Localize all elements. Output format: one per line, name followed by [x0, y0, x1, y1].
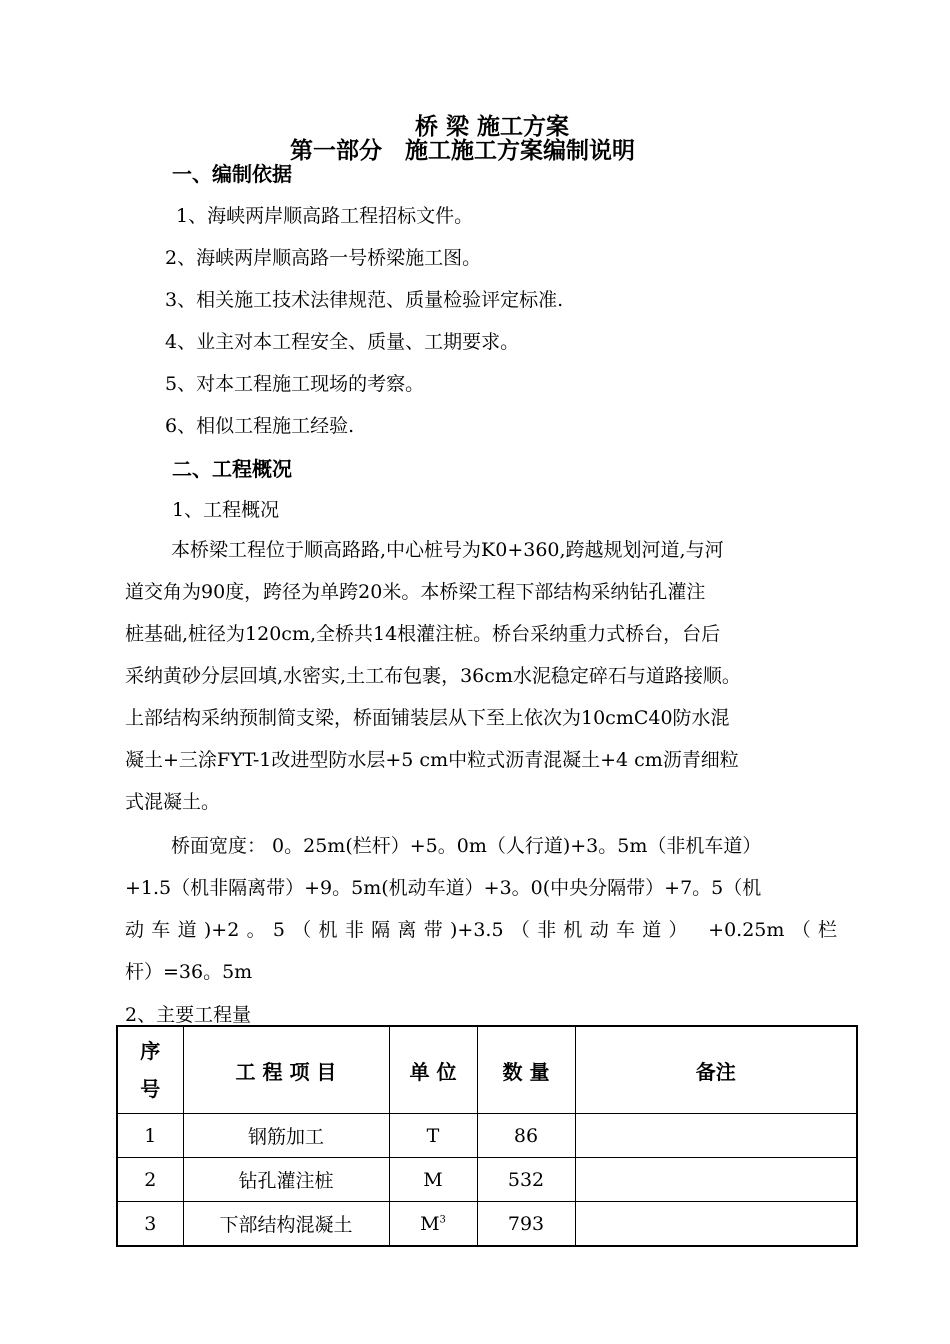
table-header-row: [117, 1026, 857, 1114]
subsection-heading: 1、工程概况: [172, 499, 280, 521]
subsection-heading: 2、主要工程量: [125, 1004, 252, 1026]
cell-qty: 86: [477, 1114, 575, 1158]
cell-note: [575, 1114, 857, 1158]
deck-width-paragraph: [125, 825, 837, 993]
basis-item: 1、海峡两岸顺高路工程招标文件。: [176, 205, 474, 227]
header-seq-bottom: 号: [140, 1077, 161, 1101]
unit-superscript: 3: [439, 1214, 446, 1226]
table-row: [117, 1158, 857, 1202]
cell-item: 钻孔灌注桩: [183, 1158, 389, 1202]
cell-unit: [389, 1158, 477, 1202]
cell-note: [575, 1158, 857, 1202]
table-row: [117, 1114, 857, 1158]
header-qty: 数 量: [477, 1026, 575, 1114]
cell-seq: 3: [117, 1202, 183, 1247]
paragraph-line: +1.5（机非隔离带）+9。5m(机动车道）+3。0(中央分隔带）+7。5（机: [125, 877, 762, 899]
cell-qty: 793: [477, 1202, 575, 1247]
basis-item: 3、相关施工技术法律规范、质量检验评定标准.: [165, 289, 564, 311]
unit-text: T: [426, 1124, 440, 1147]
paragraph-line: 动车道)+2。5（机非隔离带)+3.5（非机动车道） +0.25m（栏: [125, 919, 837, 941]
cell-seq: 2: [117, 1158, 183, 1202]
basis-item: 6、相似工程施工经验.: [165, 415, 355, 437]
paragraph-line: 上部结构采纳预制简支梁，桥面铺装层从下至上依次为10cmC40防水混: [125, 707, 730, 729]
paragraph-line: 桥面宽度： 0。25m(栏杆）+5。0m（人行道)+3。5m（非机车道）: [171, 835, 762, 857]
cell-item: 下部结构混凝土: [183, 1202, 389, 1247]
table-row: [117, 1202, 857, 1247]
paragraph-line: 杆）=36。5m: [125, 961, 253, 983]
unit-text: M: [423, 1168, 443, 1191]
header-item: 工 程 项 目: [183, 1026, 389, 1114]
basis-item: 5、对本工程施工现场的考察。: [165, 373, 425, 395]
header-seq-top: 序: [140, 1039, 161, 1063]
part-title: 第一部分 施工施工方案编制说明: [290, 137, 635, 164]
section2-heading: 二、工程概况: [172, 457, 292, 481]
paragraph-line: 采纳黄砂分层回填,水密实,土工布包裹，36cm水泥稳定碎石与道路接顺。: [125, 665, 741, 687]
paragraph-line: 凝土+三涂FYT-1改进型防水层+5 cm中粒式沥青混凝土+4 cm沥青细粒: [125, 749, 739, 771]
cell-unit: [389, 1202, 477, 1247]
cell-seq: 1: [117, 1114, 183, 1158]
document-title: 桥 梁 施工方案: [415, 113, 570, 140]
cell-qty: 532: [477, 1158, 575, 1202]
unit-text: M: [420, 1212, 440, 1235]
header-note: 备注: [575, 1026, 857, 1114]
paragraph-line: 本桥梁工程位于顺高路路,中心桩号为K0+360,跨越规划河道,与河: [171, 539, 724, 561]
quantities-table: [116, 1025, 858, 1247]
cell-note: [575, 1202, 857, 1247]
overview-paragraph: [125, 529, 837, 823]
section1-heading: 一、编制依据: [172, 162, 292, 186]
paragraph-line: 道交角为90度，跨径为单跨20米。本桥梁工程下部结构采纳钻孔灌注: [125, 581, 706, 603]
paragraph-line: 式混凝土。: [125, 791, 221, 813]
basis-item: 4、业主对本工程安全、质量、工期要求。: [165, 331, 520, 353]
paragraph-line: 桩基础,桩径为120cm,全桥共14根灌注桩。桥台采纳重力式桥台，台后: [125, 623, 721, 645]
header-unit: 单 位: [389, 1026, 477, 1114]
cell-unit: [389, 1114, 477, 1158]
basis-item: 2、海峡两岸顺高路一号桥梁施工图。: [165, 247, 482, 269]
header-seq: [117, 1026, 183, 1114]
cell-item: 钢筋加工: [183, 1114, 389, 1158]
